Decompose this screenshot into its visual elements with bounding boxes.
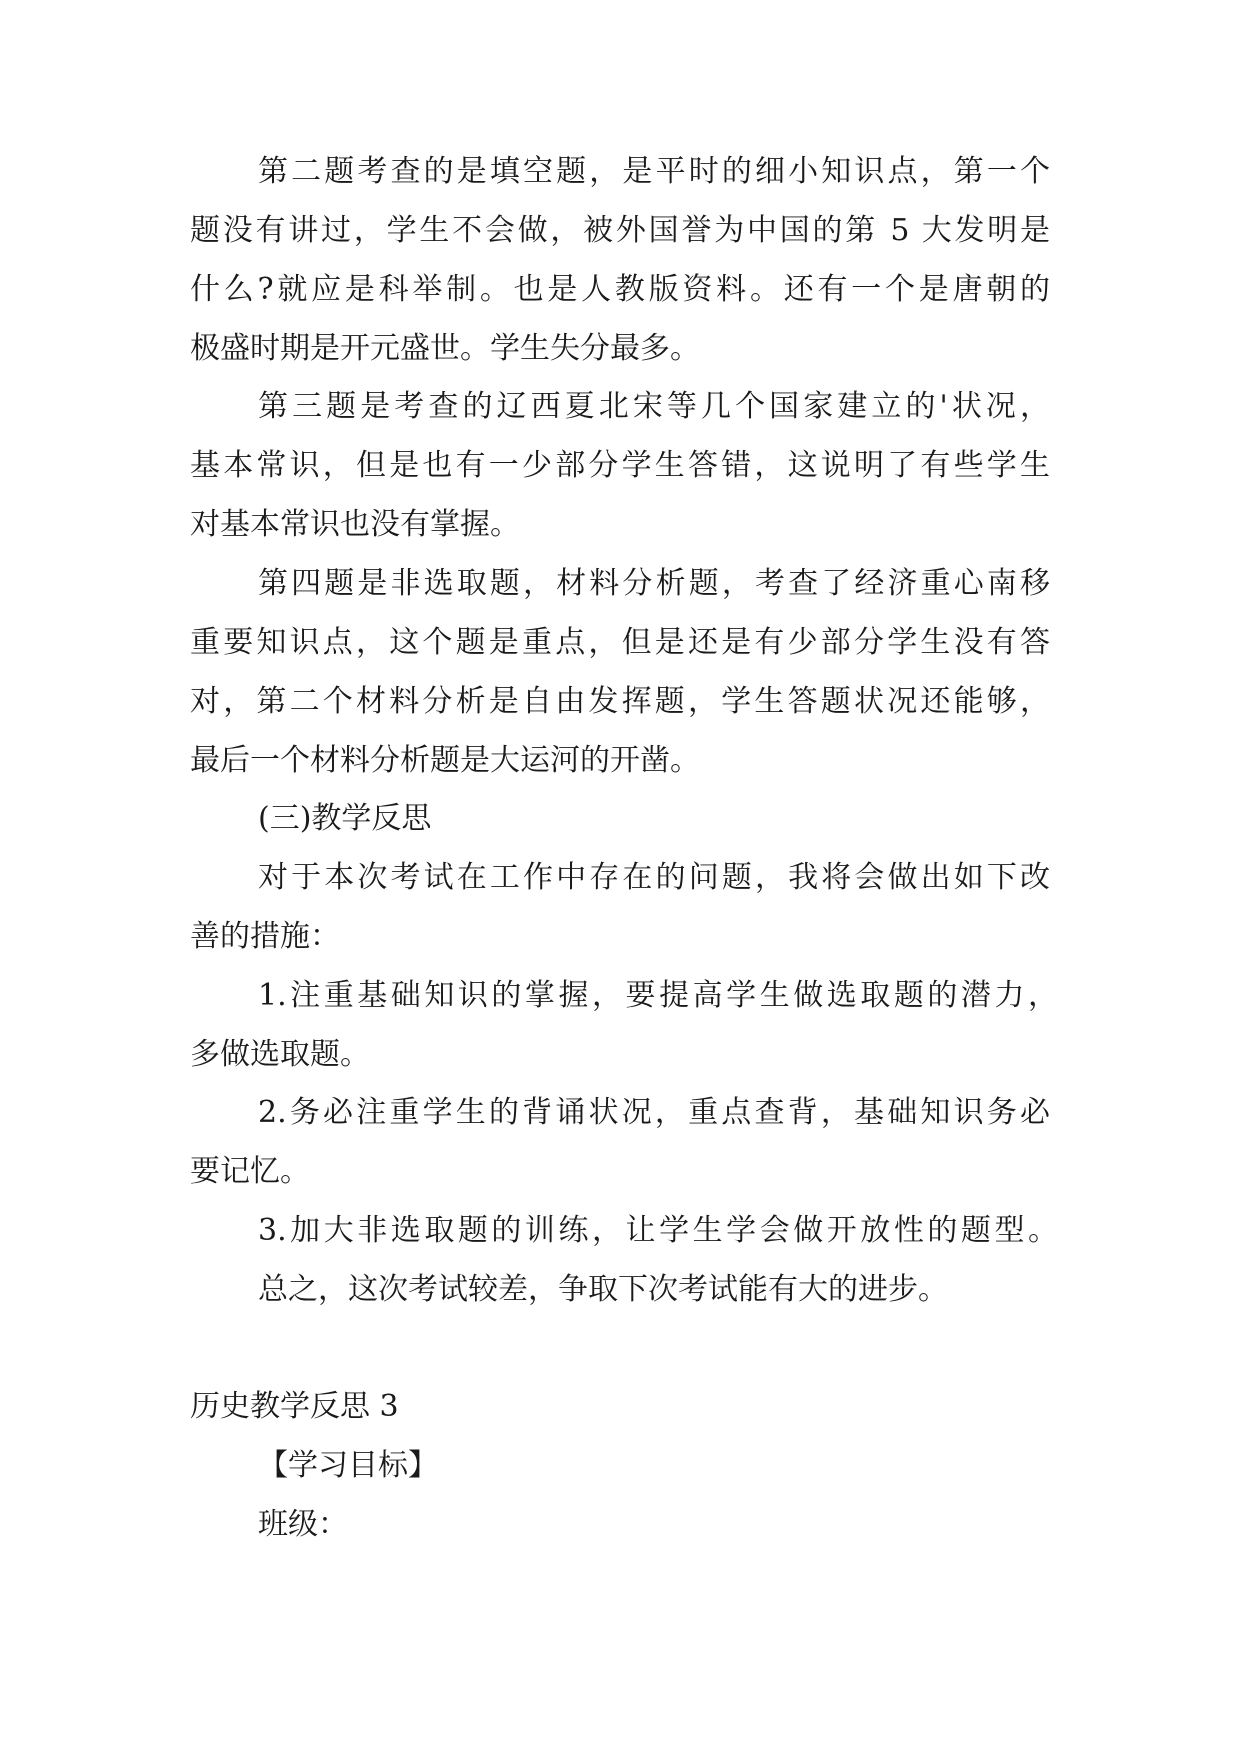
paragraph-line: 善的措施： [190, 919, 340, 954]
section-heading: 【学习目标】 [258, 1448, 438, 1483]
list-item-line: 2.务必注重学生的背诵状况，重点查背，基础知识务必 [258, 1095, 1050, 1130]
paragraph-line: 对基本常识也没有掌握。 [190, 507, 520, 542]
paragraph-line: 第二题考查的是填空题，是平时的细小知识点，第一个 [258, 154, 1050, 189]
paragraph-line: 重要知识点，这个题是重点，但是还是有少部分学生没有答 [190, 625, 1050, 660]
paragraph-line: 最后一个材料分析题是大运河的开凿。 [190, 743, 700, 778]
paragraph-line: 对于本次考试在工作中存在的问题，我将会做出如下改 [258, 860, 1050, 895]
section-heading: (三)教学反思 [258, 801, 432, 836]
paragraph-line: 题没有讲过，学生不会做，被外国誉为中国的第 5 大发明是 [190, 213, 1050, 248]
list-item-line: 1.注重基础知识的掌握，要提高学生做选取题的潜力， [258, 978, 1058, 1013]
document-title: 历史教学反思 3 [190, 1389, 399, 1424]
list-item-line: 多做选取题。 [190, 1037, 370, 1072]
paragraph-line: 总之，这次考试较差，争取下次考试能有大的进步。 [258, 1272, 948, 1307]
list-item-line: 要记忆。 [190, 1154, 310, 1189]
paragraph-line: 极盛时期是开元盛世。学生失分最多。 [190, 331, 700, 366]
paragraph-line: 什么?就应是科举制。也是人教版资料。还有一个是唐朝的 [190, 272, 1050, 307]
field-label: 班级： [258, 1507, 348, 1542]
paragraph-line: 第四题是非选取题，材料分析题，考查了经济重心南移 [258, 566, 1050, 601]
paragraph-line: 基本常识，但是也有一少部分学生答错，这说明了有些学生 [190, 448, 1050, 483]
paragraph-line: 对，第二个材料分析是自由发挥题，学生答题状况还能够， [190, 684, 1050, 719]
list-item-line: 3.加大非选取题的训练，让学生学会做开放性的题型。 [258, 1213, 1058, 1248]
paragraph-line: 第三题是考查的辽西夏北宋等几个国家建立的'状况， [258, 389, 1050, 424]
